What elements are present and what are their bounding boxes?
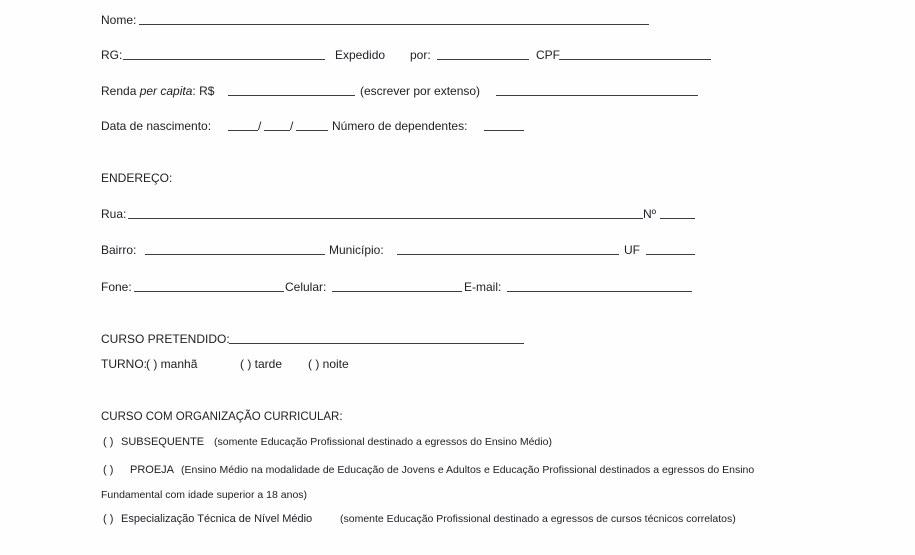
endereco-heading: ENDEREÇO: bbox=[101, 171, 173, 185]
date-separator: / bbox=[290, 119, 294, 133]
checkbox-especializacao[interactable]: ( ) bbox=[103, 513, 114, 525]
rg-label: RG: bbox=[101, 48, 123, 62]
curso-pretendido-field[interactable] bbox=[229, 343, 524, 344]
turno-option-noite[interactable] bbox=[308, 355, 349, 373]
turno-label: TURNO: bbox=[101, 357, 147, 371]
dependentes-label: Número de dependentes: bbox=[332, 119, 468, 133]
renda-value-field[interactable] bbox=[228, 95, 355, 96]
organizacao-heading: CURSO COM ORGANIZAÇÃO CURRICULAR: bbox=[101, 411, 343, 423]
municipio-label: Município: bbox=[329, 243, 384, 257]
email-label: E-mail: bbox=[464, 280, 502, 294]
subsequente-label: SUBSEQUENTE bbox=[121, 436, 205, 448]
bairro-label: Bairro: bbox=[101, 243, 137, 257]
numero-label: Nº bbox=[643, 207, 657, 221]
checkbox-noite[interactable]: ( ) bbox=[308, 357, 320, 371]
turno-option-tarde[interactable] bbox=[240, 355, 282, 373]
proeja-description: (Ensino Médio na modalidade de Educação de Jovens e Adultos e Educação Profissional destinados a egressos do Ensino bbox=[181, 464, 755, 476]
proeja-label: PROEJA bbox=[130, 464, 175, 476]
checkbox-tarde[interactable]: ( ) bbox=[240, 357, 252, 371]
checkbox-proeja[interactable]: ( ) bbox=[103, 464, 114, 476]
municipio-field[interactable] bbox=[397, 254, 619, 255]
renda-extenso-field[interactable] bbox=[496, 95, 698, 96]
cpf-label: CPF bbox=[536, 48, 560, 62]
fone-field[interactable] bbox=[134, 291, 284, 292]
especializacao-description: (somente Educação Profissional destinado a egressos de cursos técnicos correlatos) bbox=[340, 513, 736, 525]
especializacao-label: Especialização Técnica de Nível Médio bbox=[121, 513, 313, 525]
celular-field[interactable] bbox=[332, 291, 462, 292]
turno-option-manha[interactable] bbox=[146, 355, 197, 373]
curso-pretendido-label: CURSO PRETENDIDO: bbox=[101, 332, 230, 346]
dependentes-field[interactable] bbox=[484, 130, 524, 131]
birth-month-field[interactable] bbox=[264, 130, 290, 131]
expedido-por-field[interactable] bbox=[437, 59, 529, 60]
subsequente-description: (somente Educação Profissional destinado a egressos do Ensino Médio) bbox=[214, 436, 552, 448]
rg-field[interactable] bbox=[123, 59, 325, 60]
turno-manha-label: manhã bbox=[160, 357, 198, 371]
email-field[interactable] bbox=[507, 291, 692, 292]
checkbox-manha[interactable]: ( ) bbox=[146, 357, 158, 371]
rua-field[interactable] bbox=[128, 218, 643, 219]
uf-label: UF bbox=[624, 243, 640, 257]
numero-field[interactable] bbox=[660, 218, 695, 219]
checkbox-subsequente[interactable]: ( ) bbox=[103, 436, 114, 448]
nascimento-label: Data de nascimento: bbox=[101, 119, 212, 133]
proeja-description-continuation: Fundamental com idade superior a 18 anos) bbox=[101, 489, 308, 501]
celular-label: Celular: bbox=[285, 280, 327, 294]
birth-year-field[interactable] bbox=[296, 130, 328, 131]
nome-label: Nome: bbox=[101, 13, 137, 27]
expedido-label: Expedido bbox=[335, 48, 386, 62]
extenso-label: (escrever por extenso) bbox=[360, 84, 481, 98]
fone-label: Fone: bbox=[101, 280, 132, 294]
uf-field[interactable] bbox=[646, 254, 695, 255]
nome-field[interactable] bbox=[139, 24, 649, 25]
renda-label: Renda per capita: R$ bbox=[101, 84, 215, 98]
por-label: por: bbox=[410, 48, 431, 62]
bairro-field[interactable] bbox=[145, 254, 325, 255]
cpf-field[interactable] bbox=[559, 59, 711, 60]
rua-label: Rua: bbox=[101, 207, 127, 221]
turno-tarde-label: tarde bbox=[254, 357, 283, 371]
turno-noite-label: noite bbox=[322, 357, 349, 371]
date-separator: / bbox=[258, 119, 262, 133]
birth-day-field[interactable] bbox=[228, 130, 258, 131]
